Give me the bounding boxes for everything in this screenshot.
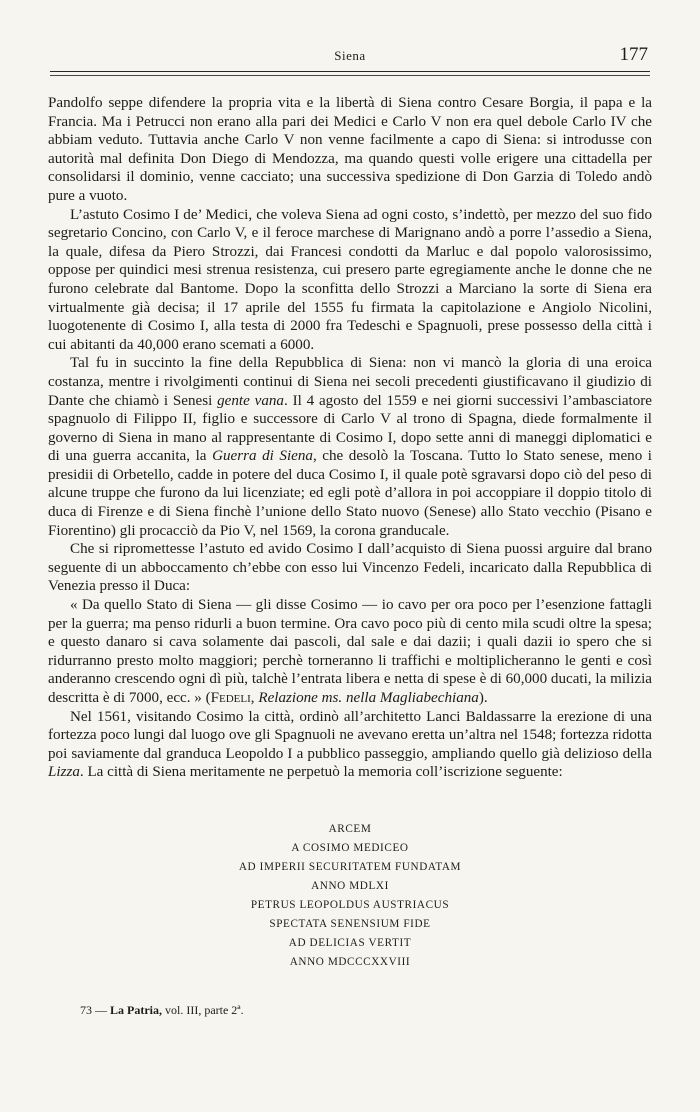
paragraph-3-italic-a: gente vana — [217, 392, 284, 409]
paragraph-6-text-a: Nel 1561, visitando Cosimo la città, ordinò all’architetto Lanci Baldassarre la erezione di una fortezza poco lungi dal luogo ove gli Spagnuoli ne avevano eretta un’altra nel 1548; fortezza ridotta poi saviamente dal granduca Leopoldo I a pubblico passeggio, ampliando quello già delizioso della — [48, 708, 652, 762]
header-rule — [50, 71, 650, 72]
signature-title: La Patria, — [110, 1003, 162, 1017]
signature-volume: vol. III, parte 2ª. — [162, 1003, 244, 1017]
quote-sep: , — [250, 690, 259, 706]
inscription-line: SPECTATA SENENSIUM FIDE — [269, 918, 431, 930]
quote-author: Fedeli — [210, 690, 251, 706]
quote-source: Relazione ms. nella Magliabechiana — [258, 690, 479, 706]
paragraph-5-quote — [48, 596, 652, 708]
inscription-line: AD IMPERII SECURITATEM FUNDATAM — [238, 861, 462, 873]
paragraph-1: Pandolfo seppe difendere la propria vita e la libertà di Siena contro Cesare Borgia, il papa e la Francia. Ma i Petrucci non erano alla pari dei Medici e Carlo V non era quel debole Carlo IV che abbiam veduto. Tuttavia anche Carlo V non venne facilmente a capo di Siena: si introdusse con autorità mal definita Don Diego di Mendozza, ma quando questi volle erigere una cittadella per consolidarsi il dominio, venne cacciato; una successiva spedizione di Don Garzia di Toledo andò pure a vuoto. — [48, 95, 652, 204]
printer-signature — [80, 1003, 244, 1018]
running-head: Siena — [334, 48, 366, 63]
inscription-line: ARCEM — [328, 823, 372, 835]
inscription-line: PETRUS LEOPOLDUS AUSTRIACUS — [250, 899, 450, 911]
inscription-line: AD DELICIAS VERTIT — [288, 937, 412, 949]
inscription-line: A COSIMO MEDICEO — [291, 842, 409, 854]
header-rule-thin — [50, 75, 650, 76]
paragraph-3 — [48, 354, 652, 540]
paragraph-6-italic: Lizza — [48, 764, 80, 781]
paragraph-6 — [48, 708, 652, 782]
inscription-line: ANNO MDLXI — [311, 880, 389, 892]
paragraph-3-text-a: Tal fu in succinto la fine della Repubblica di Siena: non vi mancò la gloria di una eroica costanza, mentre i rivolgimenti continui di Siena nei secoli precedenti giustificavano il giudizio di Dante che chiamò i Senesi — [48, 355, 652, 409]
paragraph-6-text-b: . La città di Siena meritamente ne perpetuò la memoria coll’iscrizione seguente: — [79, 764, 563, 781]
inscription-line: ANNO MDCCCXXVIII — [289, 956, 411, 968]
page-number: 177 — [619, 44, 648, 65]
paragraph-2: L’astuto Cosimo I de’ Medici, che voleva Siena ad ogni costo, s’indettò, per mezzo del suo fido segretario Concino, con Carlo V, e il feroce marchese di Marignano andò a porre l’assedio a Siena, la quale, difesa da Piero Strozzi, dai Francesi condotti da Marluc e dal popolo valorosissimo, oppose per quindici mesi strenua resistenza, cui presero parte egregiamente anche le donne che ne furono celebrate dal Bantome. Dopo la sconfitta dello Strozzi a Marciano la sorte di Siena era virtualmente già decisa; il 17 aprile del 1555 fu firmata la capitolazione e Angiolo Nicolini, luogotenente di Cosimo I, alla testa di 2000 fra Tedeschi e Spagnuoli, prese possesso della città i cui abitanti da 40,000 erano scemati a 6000. — [48, 206, 652, 353]
paragraph-4: Che si ripromettesse l’astuto ed avido Cosimo I dall’acquisto di Siena puossi arguire dal brano seguente di un abboccamento ch’ebbe con esso lui Vincenzo Fedeli, incaricato dalla Repubblica di Venezia presso il Duca: — [48, 541, 652, 595]
quote-end: ). — [478, 690, 488, 706]
latin-inscription — [48, 820, 652, 972]
signature-number: 73 — — [80, 1003, 110, 1017]
paragraph-3-text-b: . Il 4 agosto del 1559 e nei giorni successivi l’ambasciatore spagnuolo di Filippo II, figlio e successore di Carlo V al trono di Spagna, diede formalmente il governo di Siena in mano al rappresentante di Cosimo I, dopo sette anni di maneggi diplomatici e di una guerra accanita, la — [48, 392, 652, 465]
paragraph-3-italic-b: Guerra di Siena — [212, 448, 313, 465]
page-header — [50, 44, 650, 74]
quote-text: « Da quello Stato di Siena — gli disse Cosimo — io cavo per ora poco per l’esenzione fattagli per la guerra; ma penso ridurli a buon termine. Ora cavo poco più di cento mila scudi oltre la spesa; e questo danaro si cava solamente dai pascoli, dal sale e dai dazii; i quali dazii io spero che si ridurranno presto molto maggiori; perchè torneranno li traffichi e moltiplicheranno le genti e così anderanno crescendo ogni dì più, talchè l’entrata libera e netta di spese è di 60,000 ducati, la milizia descritta è di 7000, ecc. » ( — [48, 597, 652, 706]
body-text — [48, 94, 652, 782]
paragraph-3-text-c: , che desolò la Toscana. Tutto lo Stato senese, meno i presidii di Orbetello, cadde in potere del duca Cosimo I, il quale potè sgravarsi dopo ciò del peso di alcune truppe che furono da lui licenziate; ed egli potè d’allora in poi accoppiare il doppio titolo di duca di Firenze e di Siena finchè l’unione dello Stato nuovo (Senese) allo Stato vecchio (Pisano e Fiorentino) gli procacciò da Pio V, nel 1569, la corona granducale. — [48, 448, 653, 539]
